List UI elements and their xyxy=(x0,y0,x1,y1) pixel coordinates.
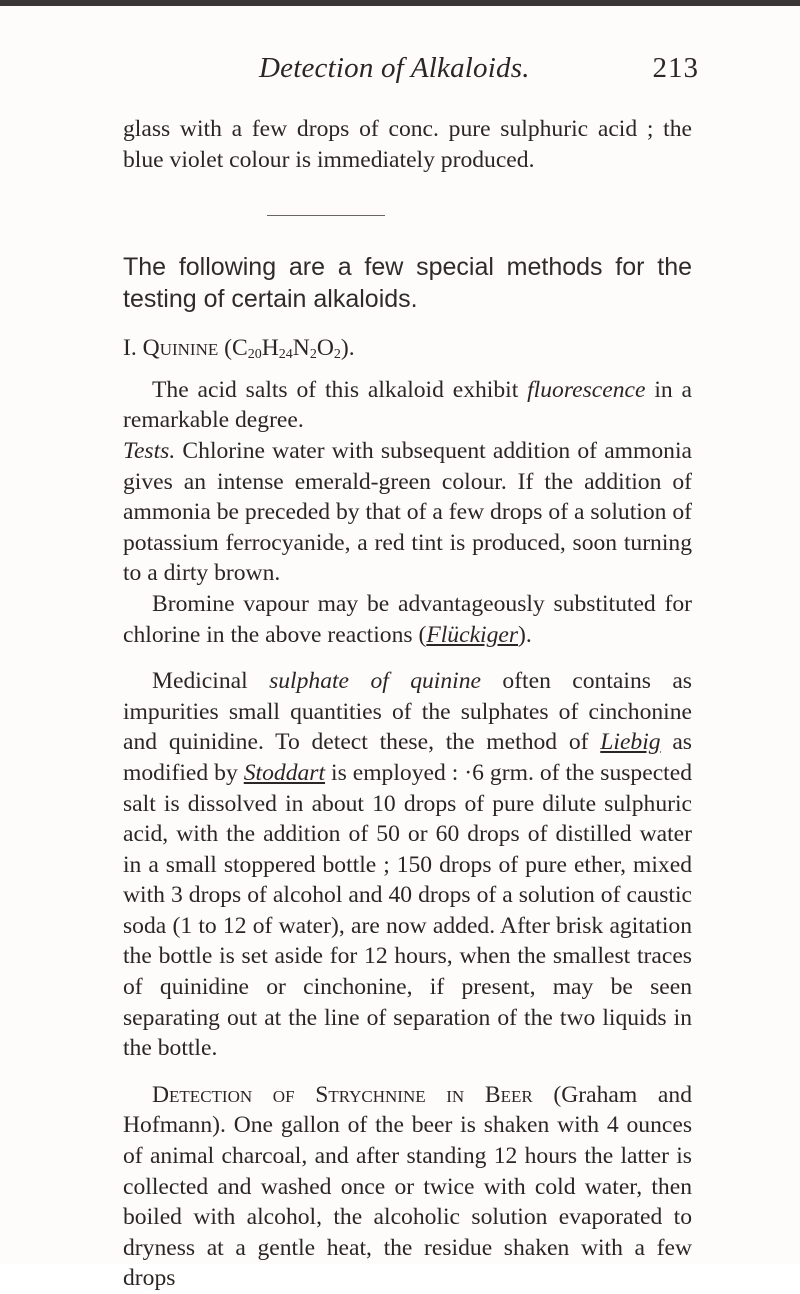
page-body xyxy=(123,114,692,1294)
page-number: 213 xyxy=(652,52,699,84)
tests-paragraph: Tests. Chlorine water with subsequent addition of ammonia gives an intense emerald-green colour. If the addition of ammonia be preceded by that of a few drops of a solution of potassium ferrocyanide, a red tint is produced, soon turning to a dirty brown. xyxy=(123,437,692,587)
strychnine-heading: Detection of Strychnine in Beer xyxy=(152,1081,533,1108)
medicinal-sulphate-paragraph: Medicinal sulphate of quinine often contains as impurities small quantities of the sulphates of cinchonine and quinidine. To detect these, the method of Liebig as modified by Stoddart is employed : ·6 grm. of the suspected salt is dissolved in about 10 drops of pure dilute sulphuric acid, with the addition of 50 or 60 drops of distilled water in a small stoppered bottle ; 150 drops of pure ether, mixed with 3 drops of alcohol and 40 drops of a solution of caustic soda (1 to 12 of water), are now added. After brisk agitation the bottle is set aside for 12 hours, when the smallest traces of quinidine or cinchonine, if present, may be seen separating out at the line of separation of the two liquids in the bottle. xyxy=(123,668,692,1062)
fluorescence-paragraph: The acid salts of this alkaloid exhibit fluorescence in a remarkable degree. xyxy=(123,376,693,434)
quinine-heading xyxy=(123,333,692,364)
stoddart-citation: Stoddart xyxy=(243,759,326,786)
running-title: Detection of Alkaloids. xyxy=(259,52,530,84)
quinine-name: Quinine xyxy=(142,335,219,362)
page-header xyxy=(120,52,700,96)
fluorescence-term: fluorescence xyxy=(527,376,646,403)
intro-paragraph: The following are a few special methods for the testing of certain alkaloids. xyxy=(123,253,692,314)
section-numeral: I. xyxy=(123,335,137,362)
quinine-formula: $(C_{20}H_{24}N_2O_2)$. xyxy=(224,335,355,363)
tests-label: Tests. xyxy=(123,437,176,464)
bromine-paragraph: Bromine vapour may be advantageously substituted for chlorine in the above reactions (Flückiger). xyxy=(123,590,692,648)
fluckiger-citation: Flückiger xyxy=(426,621,519,648)
opening-paragraph: glass with a few drops of conc. pure sulphuric acid ; the blue violet colour is immediately produced. xyxy=(123,116,692,173)
sulphate-of-quinine-term: sulphate of quinine xyxy=(269,668,481,695)
liebig-citation: Liebig xyxy=(600,729,661,756)
section-divider xyxy=(267,215,385,216)
strychnine-paragraph: Detection of Strychnine in Beer (Graham and Hofmann). One gallon of the beer is shaken with 4 ounces of animal charcoal, and after standing 12 hours the latter is collected and washed once or twice with cold water, then boiled with alcohol, the alcoholic solution evaporated to dryness at a gentle heat, the residue shaken with a few drops xyxy=(123,1081,692,1292)
top-edge-rule xyxy=(0,0,800,6)
